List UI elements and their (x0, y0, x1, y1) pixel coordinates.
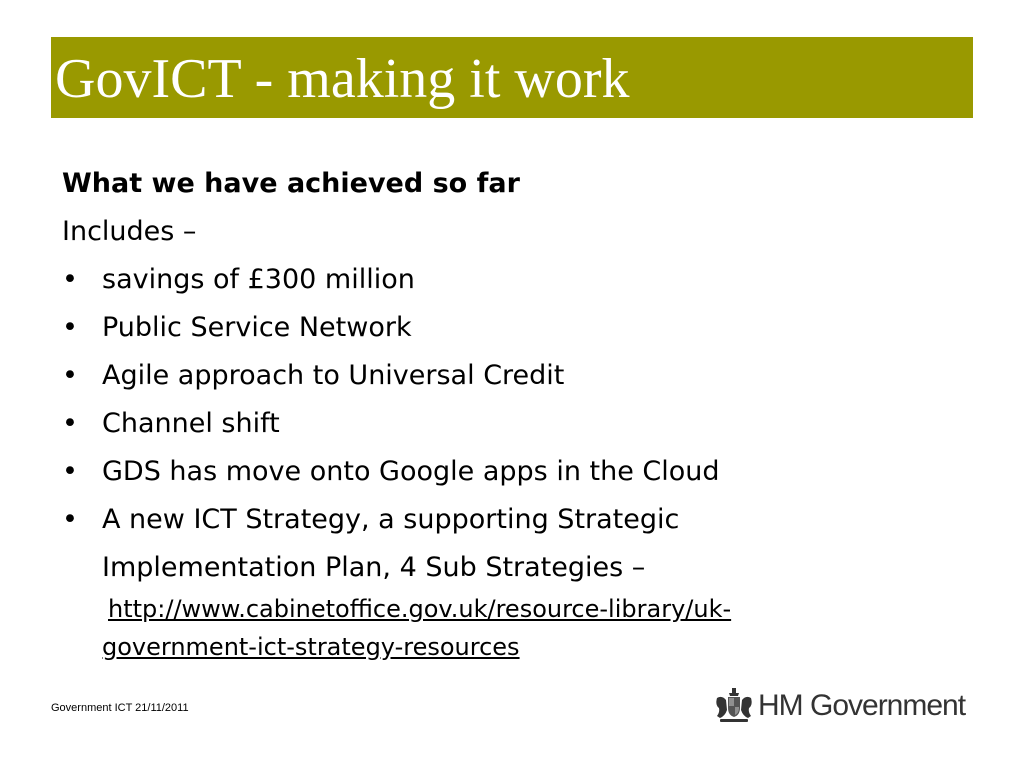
bullet-icon: • (62, 264, 78, 295)
bullet-icon: • (62, 312, 78, 343)
achievements-list (62, 256, 962, 592)
section-heading: What we have achieved so far (62, 168, 520, 199)
list-item: • Channel shift (62, 400, 962, 448)
strategy-link-continuation[interactable]: government-ict-strategy-resources (102, 633, 520, 661)
slide-title: GovICT - making it work (55, 48, 630, 110)
title-bar (51, 37, 973, 118)
list-item: • Public Service Network (62, 304, 962, 352)
bullet-icon: • (62, 456, 78, 487)
strategy-link[interactable]: http://www.cabinetoffice.gov.uk/resource-library/uk- (108, 595, 732, 623)
list-item: • A new ICT Strategy, a supporting Strategic (62, 496, 962, 544)
bullet-icon: • (62, 408, 78, 439)
hm-government-logo (714, 686, 965, 726)
bullet-icon: • (62, 360, 78, 391)
intro-text: Includes – (62, 216, 197, 247)
footer-text: Government ICT 21/11/2011 (51, 702, 189, 714)
list-item-continuation: Implementation Plan, 4 Sub Strategies – (102, 552, 646, 583)
list-item: • Agile approach to Universal Credit (62, 352, 962, 400)
list-item: • GDS has move onto Google apps in the Cloud (62, 448, 962, 496)
bullet-icon: • (62, 504, 78, 535)
royal-coat-of-arms-icon (714, 688, 754, 724)
logo-text: HM Government (758, 689, 966, 722)
list-item: • savings of £300 million (62, 256, 962, 304)
strategy-link-block (62, 590, 962, 666)
slide-content (62, 160, 962, 666)
